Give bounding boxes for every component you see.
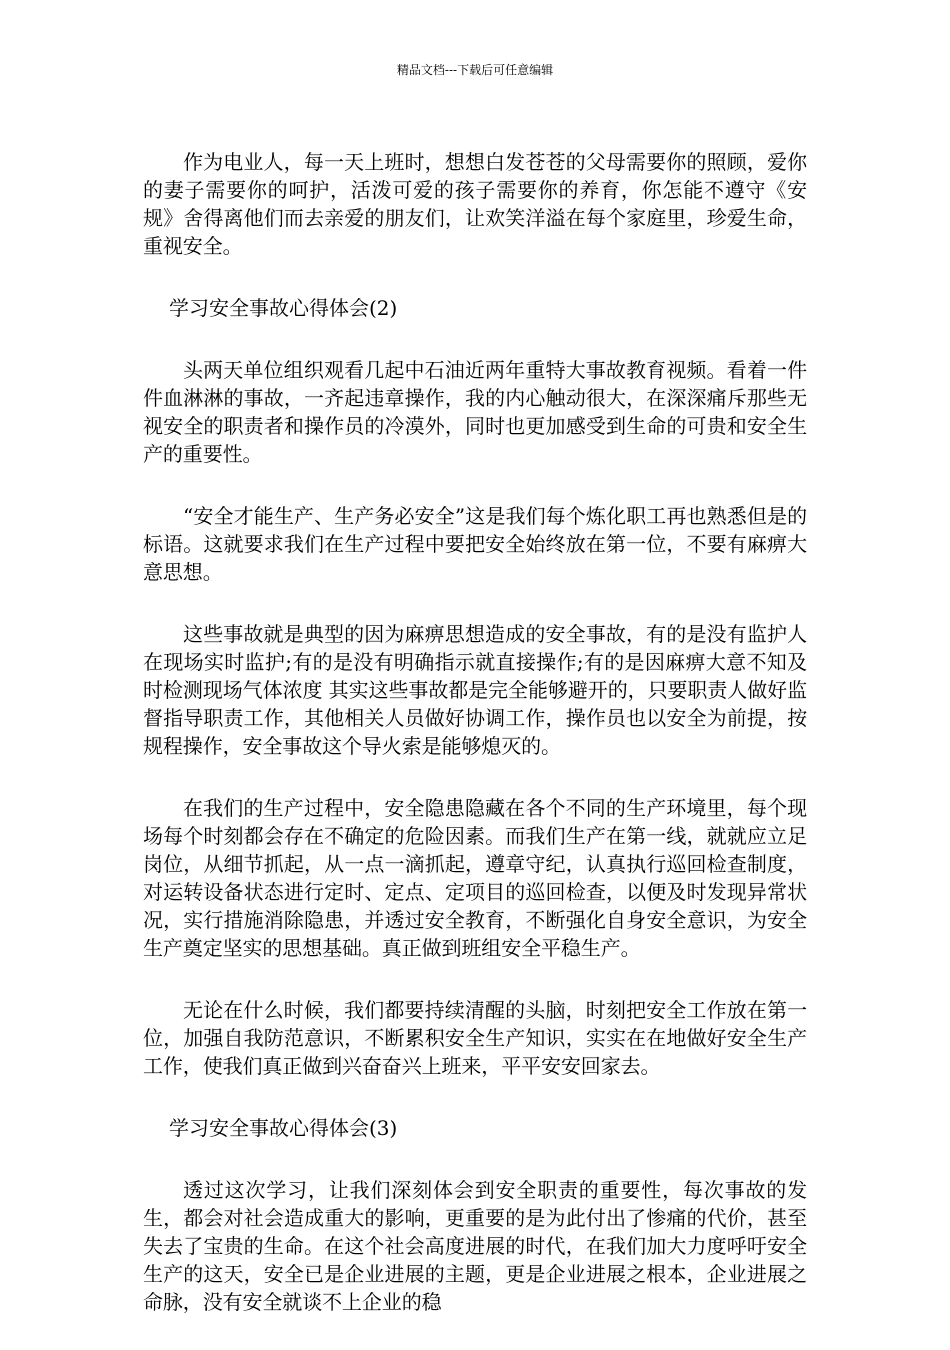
- paragraph: “安全才能生产、生产务必安全”这是我们每个炼化职工再也熟悉但是的标语。这就要求我们在生产过程中要把安全始终放在第一位，不要有麻痹大意思想。: [143, 504, 807, 584]
- paragraph: 作为电业人，每一天上班时，想想白发苍苍的父母需要你的照顾，爱你的妻子需要你的呵护，活泼可爱的孩子需要你的养育，你怎能不遵守《安规》舍得离他们而去亲爱的朋友们，让欢笑洋溢在每个家庭里，珍爱生命，重视安全。: [143, 150, 807, 258]
- section-heading: 学习安全事故心得体会(2): [169, 296, 398, 320]
- section-heading: 学习安全事故心得体会(3): [169, 1116, 398, 1140]
- paragraph: 透过这次学习，让我们深刻体会到安全职责的重要性，每次事故的发生，都会对社会造成重大的影响，更重要的是为此付出了惨痛的代价，甚至失去了宝贵的生命。在这个社会高度进展的时代，在我们加大力度呼吁安全生产的这天，安全已是企业进展的主题，更是企业进展之根本，企业进展之命脉，没有安全就谈不上企业的稳: [143, 1178, 807, 1314]
- page-header: 精品文档---下载后可任意编辑: [396, 63, 554, 77]
- paragraph: 在我们的生产过程中，安全隐患隐藏在各个不同的生产环境里，每个现场每个时刻都会存在不确定的危险因素。而我们生产在第一线，就就应立足岗位，从细节抓起，从一点一滴抓起，遵章守纪，认真执行巡回检查制度，对运转设备状态进行定时、定点、定项目的巡回检查，以便及时发现异常状况，实行措施消除隐患，并透过安全教育，不断强化自身安全意识，为安全生产奠定坚实的思想基础。真正做到班组安全平稳生产。: [143, 796, 807, 960]
- paragraph: 头两天单位组织观看几起中石油近两年重特大事故教育视频。看着一件件血淋淋的事故，一齐起违章操作，我的内心触动很大，在深深痛斥那些无视安全的职责者和操作员的冷漠外，同时也更加感受到生命的可贵和安全生产的重要性。: [143, 358, 807, 466]
- document-body: [143, 148, 807, 1350]
- paragraph: 无论在什么时候，我们都要持续清醒的头脑，时刻把安全工作放在第一位，加强自我防范意识，不断累积安全生产知识，实实在在地做好安全生产工作，使我们真正做到兴奋奋兴上班来，平平安安回家去。: [143, 998, 807, 1078]
- paragraph: 这些事故就是典型的因为麻痹思想造成的安全事故，有的是没有监护人在现场实时监护;有的是没有明确指示就直接操作;有的是因麻痹大意不知及时检测现场气体浓度 其实这些事故都是完全能够避开的，只要职责人做好监督指导职责工作，其他相关人员做好协调工作，操作员也以安全为前提，按规程操作，安全事故这个导火索是能够熄灭的。: [143, 622, 807, 758]
